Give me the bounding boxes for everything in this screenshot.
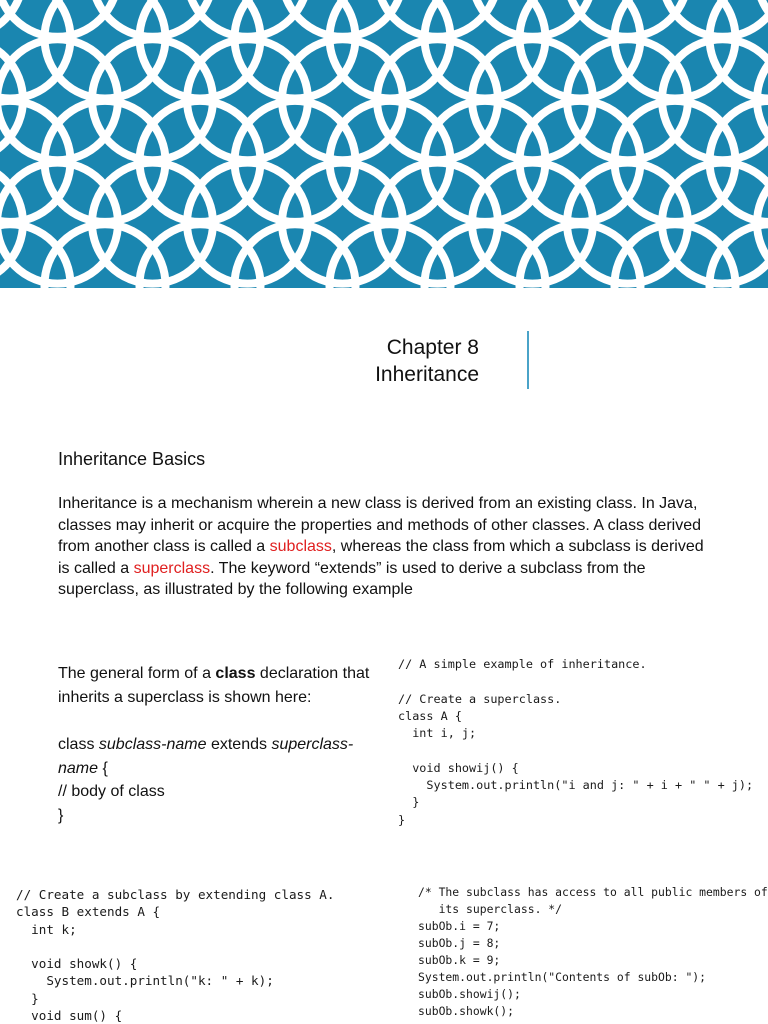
decl-text: class bbox=[58, 736, 99, 753]
intro-paragraph bbox=[58, 493, 718, 601]
general-form-intro bbox=[58, 662, 378, 709]
superclass-term: superclass bbox=[133, 559, 211, 577]
paragraph-text: . The keyword “extends” is used to derive a subclass from the superclass, as illustrated by the following example bbox=[58, 559, 646, 598]
body-comment: // body of class bbox=[58, 783, 165, 800]
class-declaration bbox=[58, 733, 378, 780]
circle-pattern-graphic bbox=[0, 0, 768, 288]
title-line-1: Chapter 8 bbox=[386, 336, 479, 359]
decl-text: { bbox=[98, 759, 108, 777]
title-line-2: Inheritance bbox=[375, 363, 479, 386]
intro-text: The general form of a bbox=[58, 665, 216, 682]
subclass-term: subclass bbox=[269, 538, 332, 555]
main-code-listing: /* The subclass has access to all public members of its superclass. */ subOb.i = 7; subOb.j = 8; subOb.k = 9; System.out.println("Contents of subOb: "); subOb.showij(); subOb.showk(); bbox=[418, 885, 768, 1018]
superclass-name-placeholder: superclass-name bbox=[58, 736, 354, 777]
section-heading: Inheritance Basics bbox=[58, 449, 206, 469]
decl-text: extends bbox=[206, 736, 272, 753]
class-keyword: class bbox=[215, 665, 256, 682]
subclass-code-listing: // Create a subclass by extending class A. class B extends A { int k; void showk() { System.out.println("k: " + k); } void sum() { bbox=[16, 887, 335, 1024]
title-divider bbox=[527, 331, 529, 389]
superclass-code-listing: // A simple example of inheritance. // Create a superclass. class A { int i, j; void showij() { System.out.println("i and j: " + i + " " + j); } } bbox=[398, 657, 754, 827]
slide-title bbox=[300, 334, 479, 388]
subclass-name-placeholder: subclass-name bbox=[98, 736, 207, 753]
paragraph-text: Inheritance is a mechanism wherein a new class is derived from an existing class. In Java, classes may inherit or acquire the properties and methods of other classes. A class derived from another class is called a bbox=[58, 495, 701, 555]
intro-text: declaration that inherits a superclass is shown here: bbox=[58, 665, 370, 706]
closing-brace: } bbox=[58, 806, 64, 824]
general-form-block bbox=[58, 662, 378, 827]
paragraph-text: , whereas the class from which a subclass is derived is called a bbox=[58, 538, 704, 577]
decorative-banner bbox=[0, 0, 768, 288]
